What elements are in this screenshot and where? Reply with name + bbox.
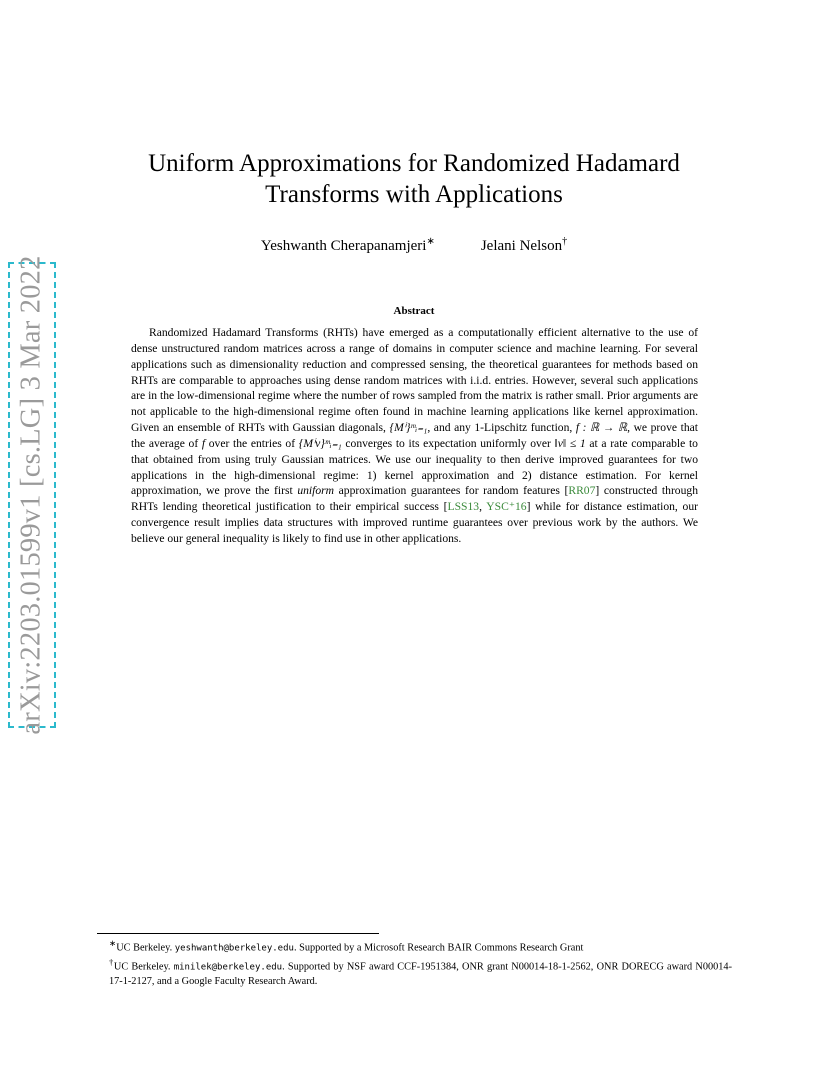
abstract-text-2: , and any 1-Lipschitz function, [427, 421, 576, 435]
footnotes [97, 936, 732, 989]
footnote-1-email[interactable]: yeshwanth@berkeley.edu [174, 943, 294, 954]
math-norm: ‖v‖ ≤ 1 [554, 436, 586, 450]
footnote-1 [97, 936, 732, 955]
abstract-text-3: , we prove that the average of [131, 421, 698, 450]
footnote-2-email[interactable]: minilek@berkeley.edu [173, 962, 283, 973]
title-line-1: Uniform Approximations for Randomized Hadamard [148, 150, 680, 177]
footnote-2-affiliation: UC Berkeley. [113, 961, 174, 973]
abstract-text-4: over the entries of [205, 436, 299, 450]
emphasis-uniform: uniform [297, 484, 335, 498]
arxiv-stamp [8, 255, 56, 735]
footnote-1-funding: . Supported by a Microsoft Research BAIR Commons Research Grant [293, 942, 584, 954]
math-f: f [201, 436, 206, 450]
abstract-text-9: ] while for distance estimation, our convergence result implies data structures with improved runtime guarantees over previous work by the authors. We believe our general inequality is likely to find use in other applications. [131, 500, 698, 545]
math-function: f : ℝ → ℝ [575, 421, 628, 435]
abstract-text-7: approximation guarantees for random features [ [334, 484, 569, 498]
abstract-text-5: converges to its expectation uniformly over [341, 436, 555, 450]
citation-separator: , [479, 500, 487, 514]
paper-title [90, 148, 738, 210]
author-1-name: Yeshwanth Cherapanamjeri [260, 238, 427, 254]
footnote-2-mark: † [109, 957, 114, 968]
author-2 [481, 236, 567, 255]
citation-link-lss13[interactable]: LSS13 [447, 500, 480, 514]
citation-link-rr07[interactable]: RR07 [568, 484, 596, 498]
footnote-2-funding: . Supported by NSF award CCF-1951384, ONR grant N00014-18-1-2562, ONR DORECG award N00014-17-1-2127, and a Google Faculty Research Award. [109, 961, 733, 987]
footnote-1-mark: ∗ [109, 938, 117, 948]
footnote-2 [97, 955, 732, 988]
math-ensemble: {Mⁱ}ᵐᵢ₌₁ [389, 421, 428, 435]
title-line-2: Transforms with Applications [265, 181, 563, 208]
arxiv-identifier: arXiv:2203.01599v1 [cs.LG] 3 Mar 2022 [16, 255, 47, 735]
abstract-text-8: ] constructed through RHTs lending theoretical justification to their empirical success [ [131, 484, 698, 514]
abstract-body [131, 325, 698, 547]
author-2-name: Jelani Nelson [480, 238, 563, 254]
author-1-mark: ∗ [426, 236, 435, 247]
math-entries: {Mⁱv}ᵐᵢ₌₁ [298, 436, 342, 450]
abstract-text-1: Randomized Hadamard Transforms (RHTs) have emerged as a computationally efficient alternative to the use of dense unstructured random matrices across a range of domains in computer science and machine learning. For several applications such as dimensionality reduction and compressed sensing, the theoretical guarantees for methods based on RHTs are comparable to approaches using dense random matrices with i.i.d. entries. However, several such applications are in the low-dimensional regime where the number of rows sampled from the matrix is rather small. Prior arguments are not applicable to the high-dimensional regime often found in machine learning applications like kernel approximation. Given an ensemble of RHTs with Gaussian diagonals, [131, 326, 698, 435]
author-1 [261, 236, 435, 255]
abstract-text-6: at a rate comparable to that obtained from using truly Gaussian matrices. We use our inequality to then derive improved guarantees for two applications in the high-dimensional regime: 1) kernel approximation and 2) distance estimation. For kernel approximation, we prove the first [131, 436, 698, 498]
author-2-mark: † [562, 236, 568, 247]
abstract-heading: Abstract [393, 305, 435, 317]
citation-link-ysc16[interactable]: YSC⁺16 [486, 500, 527, 514]
footnote-divider [97, 933, 379, 934]
footnote-1-affiliation: UC Berkeley. [116, 942, 175, 954]
author-list [0, 236, 828, 255]
